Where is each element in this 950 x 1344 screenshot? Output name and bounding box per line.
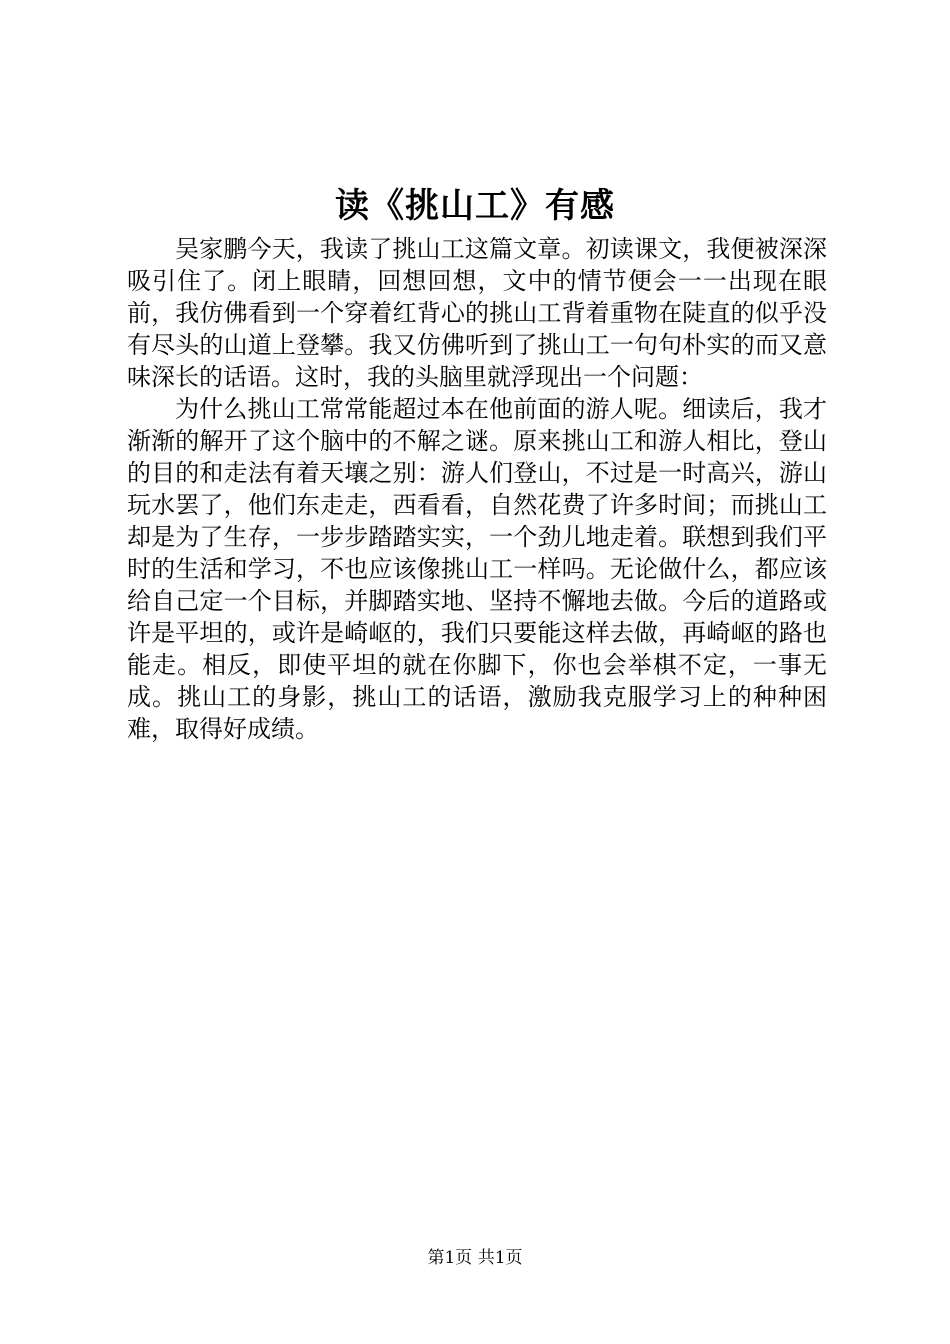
page-footer: 第1页 共1页 [427,1248,523,1268]
paragraph-2: 为什么挑山工常常能超过本在他前面的游人呢。细读后，我才渐渐的解开了这个脑中的不解之谜。原来挑山工和游人相比，登山的目的和走法有着天壤之别：游人们登山，不过是一时高兴，游山玩水罢了，他们东走走，西看看，自然花费了许多时间；而挑山工却是为了生存，一步步踏踏实实，一个劲儿地走着。联想到我们平时的生活和学习，不也应该像挑山工一样吗。无论做什么，都应该给自己定一个目标，并脚踏实地、坚持不懈地去做。今后的道路或许是平坦的，或许是崎岖的，我们只要能这样去做，再崎岖的路也能走。相反，即使平坦的就在你脚下，你也会举棋不定，一事无成。挑山工的身影，挑山工的话语，激励我克服学习上的种种困难，取得好成绩。 [127,395,827,743]
document-body [127,233,827,745]
paragraph-1: 吴家鹏今天，我读了挑山工这篇文章。初读课文，我便被深深吸引住了。闭上眼睛，回想回想，文中的情节便会一一出现在眼前，我仿佛看到一个穿着红背心的挑山工背着重物在陡直的似乎没有尽头的山道上登攀。我又仿佛听到了挑山工一句句朴实的而又意味深长的话语。这时，我的头脑里就浮现出一个问题： [127,235,827,391]
document-title: 读《挑山工》有感 [335,186,615,226]
